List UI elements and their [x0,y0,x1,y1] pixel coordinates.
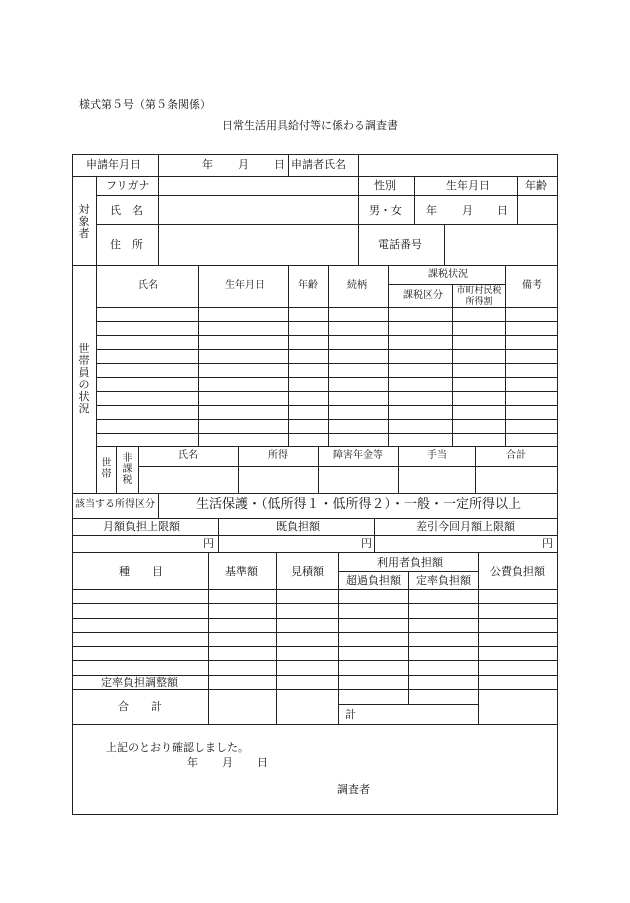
household-col-age: 年齢 [298,280,318,291]
household-col-municipal-tax: 市町村民税所得割 [456,286,502,307]
nontax-status-label: 非課税 [122,453,133,486]
household-section-label: 世帯員の状況 [78,342,90,415]
item-col-fixed: 定率負担額 [416,574,471,587]
items-subtotal-label: 計 [345,708,356,721]
subject-address-label: 住 所 [110,238,143,251]
household-col-relation: 続柄 [347,280,367,291]
household-col-birth: 生年月日 [225,280,265,291]
item-col-public: 公費負担額 [490,565,545,578]
form-number: 様式第５号（第５条関係） [79,98,211,111]
phone-label: 電話番号 [378,238,422,251]
nontax-col-name: 氏名 [178,450,198,461]
birth-year-unit: 年 [426,204,437,217]
household-col-name: 氏名 [138,280,158,291]
phone-field[interactable] [446,226,556,264]
remaining-limit-label: 差引今回月額上限額 [416,520,515,533]
applicant-name-field[interactable] [360,156,556,175]
monthly-limit-yen: 円 [203,537,214,550]
page-title: 日常生活用具給付等に係わる調査書 [222,119,398,132]
remaining-limit-yen: 円 [542,537,553,550]
subject-name-field[interactable] [160,197,357,223]
application-date-day-unit: 日 [274,158,285,171]
income-category-options[interactable]: 生活保護・（低所得１・低所得２）・一般・一定所得以上 [196,497,522,512]
item-col-user-burden: 利用者負担額 [377,556,443,569]
confirmation-day-unit: 日 [257,756,268,769]
birth-date-label: 生年月日 [446,179,490,192]
nontax-col-income: 所得 [268,450,288,461]
nontax-household-label: 世帯 [101,458,112,480]
subject-name-label: 氏 名 [110,204,143,217]
application-date-month-unit: 月 [238,158,249,171]
birth-month-unit: 月 [462,204,473,217]
existing-burden-yen: 円 [361,537,372,550]
nontax-col-total: 合計 [506,450,526,461]
subject-section-label: 対象者 [78,203,90,240]
existing-burden-label: 既負担額 [276,520,320,533]
confirmation-month-unit: 月 [222,756,233,769]
monthly-limit-label: 月額負担上限額 [103,520,180,533]
nontax-col-pension: 障害年金等 [333,450,383,461]
item-col-estimate: 見積額 [291,565,324,578]
item-col-base: 基準額 [225,565,258,578]
nontax-col-allowance: 手当 [427,450,447,461]
gender-label: 性別 [374,179,396,192]
investigator-label: 調査者 [337,783,370,796]
item-col-type: 種 目 [119,565,163,578]
gender-options[interactable]: 男・女 [369,204,402,217]
furigana-field[interactable] [160,178,357,194]
fixed-adjustment-label: 定率負担調整額 [101,676,178,689]
household-col-tax-class: 課税区分 [403,290,443,301]
application-date-label: 申請年月日 [86,158,141,171]
household-col-remarks: 備考 [522,280,542,291]
subject-address-field[interactable] [160,226,357,264]
items-total-label: 合 計 [118,700,162,713]
birth-day-unit: 日 [497,204,508,217]
item-col-excess: 超過負担額 [346,574,401,587]
furigana-label: フリガナ [106,179,150,192]
income-category-label: 該当する所得区分 [75,499,155,510]
household-col-tax-status: 課税状況 [428,269,468,280]
confirmation-year-unit: 年 [187,756,198,769]
applicant-name-label: 申請者氏名 [291,158,346,171]
confirmation-statement: 上記のとおり確認しました。 [106,741,249,754]
application-date-year-unit: 年 [202,158,213,171]
age-label: 年齢 [525,179,547,192]
